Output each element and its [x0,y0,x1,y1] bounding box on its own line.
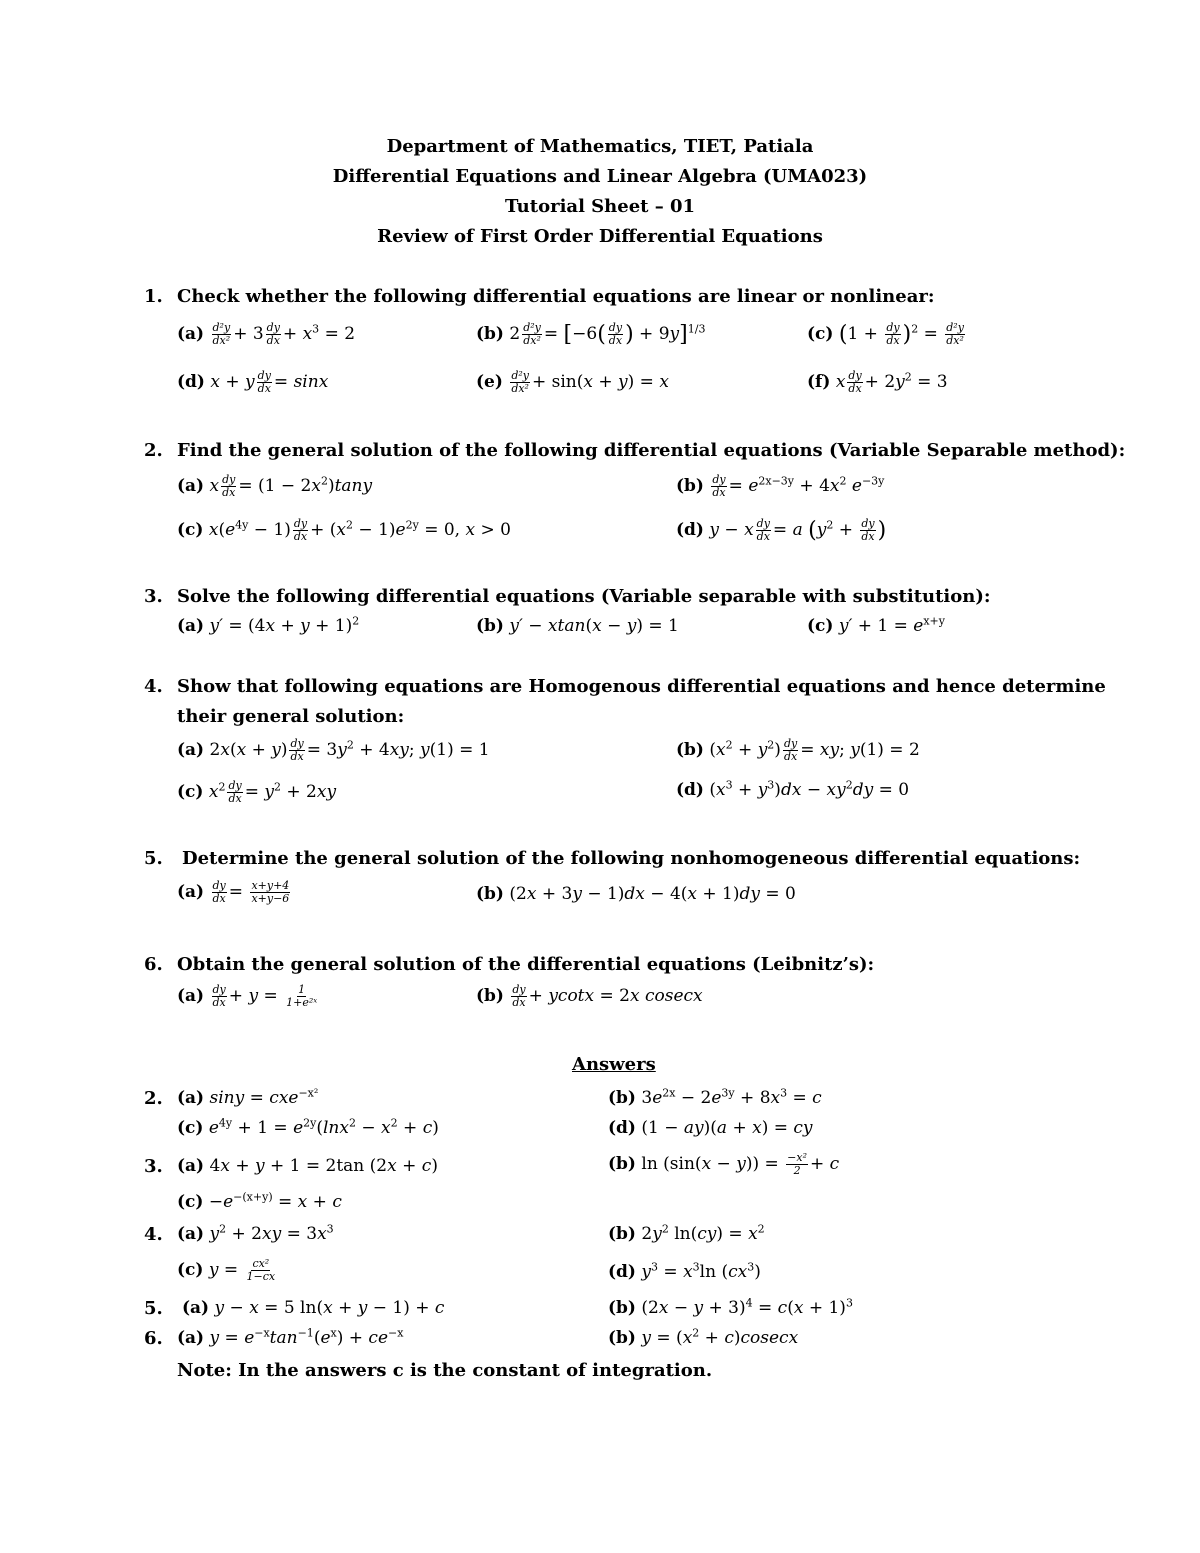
q1-number: 1. [144,286,163,307]
q5-text: Determine the general solution of the following nonhomogeneous differential equations: [182,848,1081,869]
ans4-b: (b) $2y^2$ $\ln(cy) = x^2$ [608,1222,765,1244]
q1-item-d: (d) x + y $\frac{dy}{dx}$ = sinx [177,369,329,395]
q6-number: 6. [144,954,163,975]
q6-text: Obtain the general solution of the differential equations (Leibnitz’s): [177,954,875,975]
q4-text-2: their general solution: [177,706,405,727]
q3-label-b: (b) [476,616,504,636]
ans5-b: (b) $(2x - y + 3)^4 = c(x + 1)^3$ [608,1296,853,1318]
ans2-a: (a) siny = cxe$^{-x^2}$ [177,1086,319,1108]
ans3-b: (b) ln (sin(x − y)) = $\frac{\text{−x²}}{2}$ + c [608,1151,840,1177]
q1-label-e: (e) [476,372,503,392]
q6-item-b: (b) $\frac{dy}{dx}$ + ycotx = 2x cosecx [476,983,703,1009]
q2-label-b: (b) [676,476,704,496]
q1-label-f: (f) [807,372,831,392]
course-title: Differential Equations and Linear Algebra (UMA023) [332,166,868,187]
q2-item-c: (c) $x(e^{4y} - 1)$ $\frac{dy}{dx}$ + $(x^2 - 1)e^{2y} = 0$, x > 0 [177,517,511,543]
q5-label-b: (b) [476,884,504,904]
q6-label-b: (b) [476,986,504,1006]
q3-item-b: (b) y′ − xtan(x − y) = 1 [476,616,679,636]
q2-label-a: (a) [177,476,205,496]
ans3-c: $(c) -e^{-(x+y)} = x + c$ [177,1190,342,1212]
ans5-a: (a) y − x = 5 ln(x + y − 1) + c [182,1298,445,1318]
ans3-a: (a) 4x + y + 1 = 2tan (2x + c) [177,1156,438,1176]
ans3-number: 3. [144,1156,163,1177]
q3-number: 3. [144,586,163,607]
q4-label-a: (a) [177,740,205,760]
ans6-b: (b) $y = (x^2 + c)cosecx$ [608,1326,799,1348]
q5-number: 5. [144,848,163,869]
q3-item-c: (c) $y' + 1 = e^{x+y}$ [807,614,945,636]
q4-item-b: (b) $(x^2 + y^2)$ $\frac{dy}{dx}$ = xy; y(1) = 2 [676,737,920,763]
q3-label-c: (c) [807,616,834,636]
q1-text: Check whether the following differential equations are linear or nonlinear: [177,286,935,307]
ans4-d: (d) $y^3 = x^3\ln$ $(cx^3)$ [608,1260,761,1282]
q4-item-a: (a) 2x(x + y) $\frac{dy}{dx}$ = $3y^2 + 4xy$; y(1) = 1 [177,737,490,763]
sheet-title: Tutorial Sheet – 01 [504,196,696,217]
q1-item-c: (c) (1 + $\frac{dy}{dx}$ )$^2$ = $\frac{\text{d²y}}{\text{dx²}}$ [807,321,964,347]
ans2-d: (d) (1 − ay)(a + x) = cy [608,1118,813,1138]
q1-label-c: (c) [807,324,834,344]
q2-item-d: (d) y − x $\frac{dy}{dx}$ = a ($y^2$ + $\frac{dy}{dx}$ ) [676,517,887,543]
q1-label-a: (a) [177,324,205,344]
q4-label-d: (d) [676,780,704,800]
q2-item-b: (b) $\frac{dy}{dx}$ = $e^{2x-3y} + 4x^2$ $e^{-3y}$ [676,473,885,499]
q4-item-c: (c) $x^2$ $\frac{dy}{dx}$ = $y^2 + 2xy$ [177,779,337,805]
ans2-c: (c) $e^{4y} + 1 = e^{2y}(\ln x^2 - x^2 + c)$ [177,1116,439,1138]
q4-number: 4. [144,676,163,697]
q2-item-a: (a) x $\frac{dy}{dx}$ = $(1 - 2x^2)\tan y$ [177,473,373,499]
q4-item-d: (d) $(x^3 + y^3)dx - xy^2dy = 0$ [676,778,910,800]
ans2-number: 2. [144,1088,163,1109]
q3-item-a: (a) $y' = (4x + y + 1)^2$ [177,614,360,636]
q1-item-a: (a) $\frac{\text{d²y}}{\text{dx²}}$ + 3 $\frac{dy}{dx}$ + $x^3 = 2$ [177,321,356,347]
q5-label-a: (a) [177,882,205,902]
q6-label-a: (a) [177,986,205,1006]
ans2-b: (b) $3e^{2x} - 2e^{3y} + 8x^3 = c$ [608,1086,822,1108]
q3-text: Solve the following differential equations (Variable separable with substitution): [177,586,991,607]
ans4-number: 4. [144,1224,163,1245]
topic-title: Review of First Order Differential Equations [377,226,823,247]
q2-number: 2. [144,440,163,461]
answers-heading: Answers [572,1054,656,1075]
ans6-a: (a) $y = e^{-x}\tan^{-1}(e^x) + ce^{-x}$ [177,1326,404,1348]
answers-note: Note: In the answers c is the constant of integration. [177,1360,713,1381]
q2-text: Find the general solution of the following differential equations (Variable Separable method): [177,440,1126,461]
q5-item-b: (b) (2x + 3y − 1)dx − 4(x + 1)dy = 0 [476,884,796,904]
q4-label-c: (c) [177,782,204,802]
ans4-c: (c) y = $\frac{\text{cx²}}{1-cx}$ [177,1257,276,1283]
q1-label-d: (d) [177,372,205,392]
q1-item-f: (f) x $\frac{dy}{dx}$ + $2y^2 = 3$ [807,369,948,395]
q1-item-e: (e) $\frac{\text{d²y}}{\text{dx²}}$ + sin(x + y) = x [476,369,669,395]
q2-label-d: (d) [676,520,704,540]
q6-item-a: (a) $\frac{dy}{dx}$ + y = $\frac{1}{\text{1+e²ˣ}}$ [177,983,318,1009]
q5-item-a: (a) $\frac{dy}{dx}$ = $\frac{x+y+4}{x+y-6}$ [177,879,290,905]
ans5-number: 5. [144,1298,163,1319]
q1-label-b: (b) [476,324,504,344]
ans4-a: (a) $y^2 + 2xy = 3x^3$ [177,1222,334,1244]
q1-item-b: (b) 2 $\frac{\text{d²y}}{\text{dx²}}$ = [−6( $\frac{dy}{dx}$ ) + 9y]$^{1/3}$ [476,321,706,347]
q4-label-b: (b) [676,740,704,760]
department-title: Department of Mathematics, TIET, Patiala [386,136,814,157]
q3-label-a: (a) [177,616,205,636]
q4-text: Show that following equations are Homogenous differential equations and hence determine [177,676,1106,697]
q2-label-c: (c) [177,520,204,540]
ans6-number: 6. [144,1328,163,1349]
